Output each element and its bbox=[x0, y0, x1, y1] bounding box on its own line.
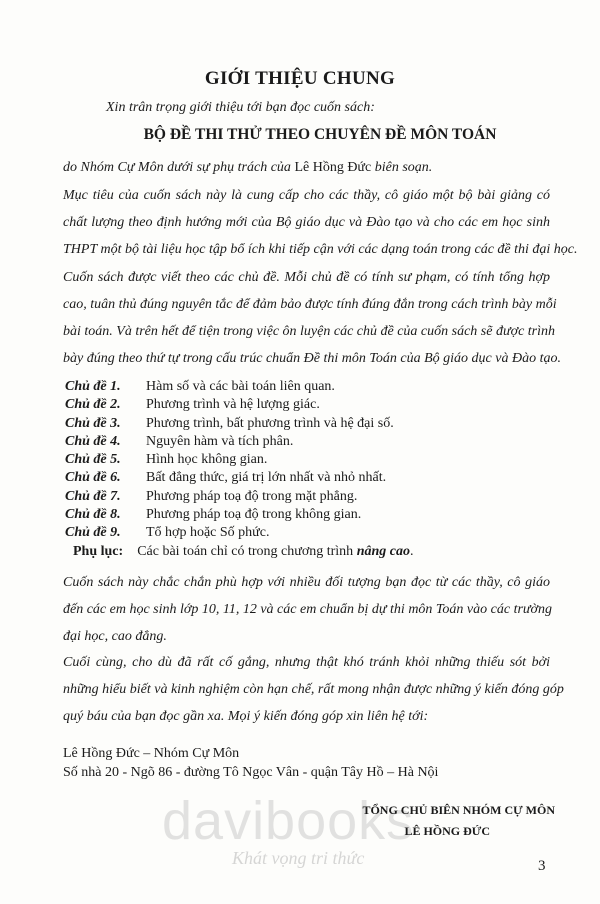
chapter-item bbox=[63, 506, 413, 524]
chapter-title: Phương pháp toạ độ trong mặt phẳng. bbox=[146, 488, 358, 504]
appendix-suffix: . bbox=[409, 543, 414, 559]
watermark-tagline: Khát vọng tri thức bbox=[232, 848, 365, 868]
chapter-title: Tổ hợp hoặc Số phức. bbox=[146, 525, 270, 541]
chapter-title: Bất đẳng thức, giá trị lớn nhất và nhỏ nhất. bbox=[146, 470, 387, 486]
paragraph-audience bbox=[63, 569, 553, 650]
chapter-item bbox=[63, 378, 413, 396]
author-prefix: do Nhóm Cự Môn dưới sự phụ trách của bbox=[63, 160, 295, 175]
chapter-title: Hàm số và các bài toán liên quan. bbox=[146, 379, 335, 394]
chapter-item bbox=[63, 415, 413, 433]
paragraph-line: cao, tuân thủ đúng nguyên tắc để đảm bảo được tính đúng đắn trong cách trình bày mỗi bbox=[63, 297, 557, 312]
chapter-label: Chủ đề 6. bbox=[65, 470, 121, 486]
appendix-item bbox=[63, 543, 413, 561]
chapter-item bbox=[63, 433, 413, 451]
book-title: BỘ ĐỀ THI THỬ THEO CHUYÊN ĐỀ MÔN TOÁN bbox=[143, 126, 497, 143]
watermark-brand: davibooks bbox=[162, 791, 415, 851]
chapter-title: Hình học không gian. bbox=[146, 452, 268, 468]
chapter-label: Chủ đề 9. bbox=[65, 525, 121, 541]
chapter-item bbox=[63, 488, 413, 506]
paragraph-line: bài toán. Và trên hết để tiện trong việc ôn luyện các chủ đề của cuốn sách sẽ được trình bbox=[63, 324, 556, 339]
chapter-label: Chủ đề 5. bbox=[65, 452, 121, 468]
paragraph-purpose bbox=[63, 182, 578, 263]
contact-address: Số nhà 20 - Ngõ 86 - đường Tô Ngọc Vân - quận Tây Hồ – Hà Nội bbox=[63, 765, 439, 780]
chapter-title: Phương pháp toạ độ trong không gian. bbox=[146, 507, 362, 523]
chapter-list bbox=[63, 378, 413, 561]
paragraph-line: đến các em học sinh lớp 10, 11, 12 và các em chuẩn bị dự thi môn Toán vào các trường bbox=[63, 602, 553, 617]
chapter-label: Chủ đề 1. bbox=[65, 379, 121, 394]
paragraph-line: THPT một bộ tài liệu học tập bổ ích khi tiếp cận với các dạng toán trong các đề thi đại học. bbox=[63, 242, 578, 257]
signature-block bbox=[0, 800, 555, 842]
chapter-label: Chủ đề 7. bbox=[65, 488, 121, 504]
paragraph-line: những hiểu biết và kinh nghiệm còn hạn chế, rất mong nhận được những ý kiến đóng góp bbox=[63, 682, 564, 697]
paragraph-feedback bbox=[63, 649, 564, 730]
chapter-title: Nguyên hàm và tích phân. bbox=[146, 433, 294, 449]
appendix-text bbox=[137, 544, 413, 559]
contact-block bbox=[63, 744, 438, 782]
intro-line: Xin trân trọng giới thiệu tới bạn đọc cuốn sách: bbox=[106, 100, 375, 115]
chapter-label: Chủ đề 4. bbox=[65, 433, 121, 449]
author-name: Lê Hồng Đức bbox=[294, 160, 372, 175]
page-number: 3 bbox=[538, 858, 546, 874]
appendix-emphasis: nâng cao bbox=[356, 543, 410, 559]
paragraph-line: quý báu của bạn đọc gần xa. Mọi ý kiến đóng góp xin liên hệ tới: bbox=[63, 709, 429, 724]
chapter-item bbox=[63, 396, 413, 414]
paragraph-line: chất lượng theo định hướng mới của Bộ giáo dục và Đào tạo và cho các em học sinh bbox=[63, 215, 550, 230]
author-line bbox=[63, 160, 432, 176]
chapter-title: Phương trình và hệ lượng giác. bbox=[146, 397, 320, 413]
paragraph-line: Cuốn sách được viết theo các chủ đề. Mỗi chủ đề có tính sư phạm, có tính tổng hợp bbox=[63, 270, 550, 285]
signature-role: TỔNG CHỦ BIÊN NHÓM CỰ MÔN bbox=[362, 803, 555, 817]
appendix-description: Các bài toán chỉ có trong chương trình bbox=[137, 543, 357, 559]
appendix-label: Phụ lục: bbox=[73, 543, 124, 559]
contact-name: Lê Hồng Đức – Nhóm Cự Môn bbox=[63, 746, 240, 761]
paragraph-structure bbox=[63, 264, 561, 372]
chapter-item bbox=[63, 524, 413, 542]
page-title: GIỚI THIỆU CHUNG bbox=[204, 68, 396, 89]
chapter-label: Chủ đề 8. bbox=[65, 507, 121, 523]
chapter-title: Phương trình, bất phương trình và hệ đại số. bbox=[146, 415, 394, 431]
paragraph-line: bày đúng theo thứ tự trong cấu trúc chuẩn Đề thi môn Toán của Bộ giáo dục và Đào tạo. bbox=[63, 351, 561, 366]
paragraph-line: Mục tiêu của cuốn sách này là cung cấp cho các thầy, cô giáo một bộ bài giảng có bbox=[63, 188, 550, 203]
author-suffix: biên soạn. bbox=[371, 160, 433, 175]
chapter-item bbox=[63, 469, 413, 487]
paragraph-line: đại học, cao đẳng. bbox=[63, 629, 167, 644]
signature-name: LÊ HỒNG ĐỨC bbox=[404, 824, 490, 838]
chapter-label: Chủ đề 2. bbox=[65, 397, 121, 413]
chapter-label: Chủ đề 3. bbox=[65, 415, 121, 431]
paragraph-line: Cuối cùng, cho dù đã rất cố gắng, nhưng thật khó tránh khỏi những thiếu sót bởi bbox=[63, 655, 550, 670]
chapter-item bbox=[63, 451, 413, 469]
paragraph-line: Cuốn sách này chắc chắn phù hợp với nhiều đối tượng bạn đọc từ các thầy, cô giáo bbox=[63, 575, 550, 590]
